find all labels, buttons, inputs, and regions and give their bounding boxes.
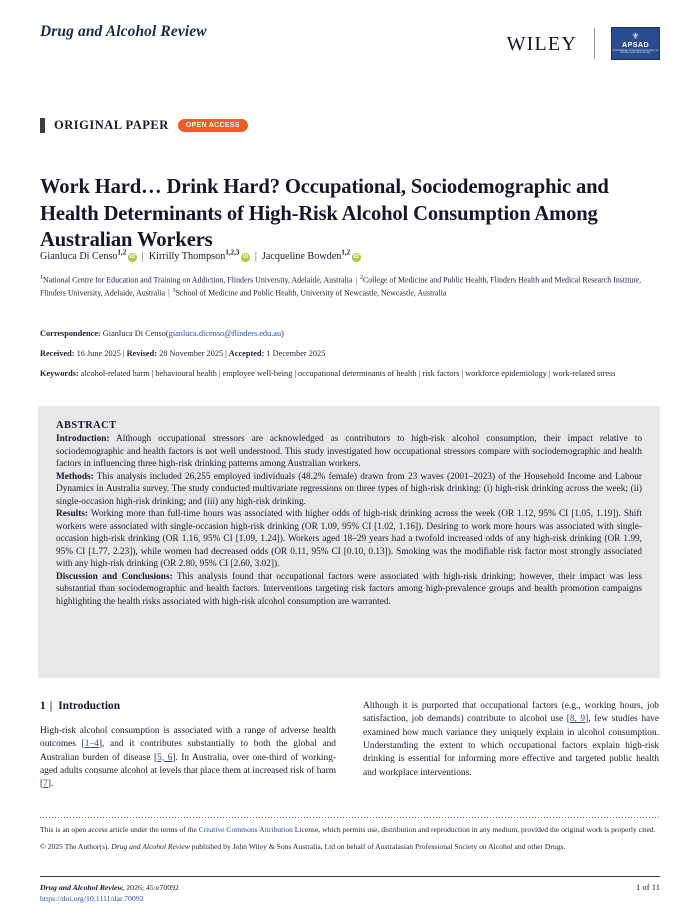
keyword-item: occupational determinants of health [298, 369, 417, 378]
keyword-item: work-related stress [552, 369, 616, 378]
page-number: 1 of 11 [635, 882, 660, 892]
journal-name: Drug and Alcohol Review [40, 23, 207, 40]
abstract-section-label: Results: [56, 509, 89, 519]
section-number: 1 [40, 700, 46, 712]
abstract-paragraph [56, 471, 642, 509]
copyright-text: published by John Wiley & Sons Australia, Ltd on behalf of Australasian Professional Society on Alcohol and other Drugs. [189, 841, 566, 851]
abstract-box [38, 406, 660, 678]
license-text: This is an open access article under the terms of the [40, 825, 199, 834]
publication-dates [40, 348, 657, 360]
license-line [40, 824, 660, 836]
affiliation-separator: | [168, 288, 170, 298]
author-affil-marker: 1,2 [117, 249, 127, 257]
apsad-logo-subtitle: Australasian Professional Society on Alcohol and other Drugs [612, 48, 659, 55]
accepted-label: Accepted: [228, 349, 265, 358]
section-pipe: | [49, 700, 53, 712]
author-list [40, 249, 660, 264]
affiliation-text: College of Medicine and Public Health, Flinders Health and Medical Research Institute, Flinders University, Adelaide, Australia [40, 275, 642, 298]
keywords-label: Keywords: [40, 369, 79, 378]
footer-journal-name: Drug and Alcohol Review, [40, 883, 125, 892]
dotted-divider [40, 817, 660, 818]
logo-divider [594, 28, 595, 59]
received-label: Received: [40, 349, 75, 358]
author-entry [262, 251, 361, 262]
keyword-separator: | [218, 369, 221, 378]
author-entry [40, 251, 137, 262]
abstract-heading: ABSTRACT [56, 420, 117, 431]
abstract-section-label: Methods: [56, 471, 94, 482]
keyword-item: workforce epidemiology [465, 369, 547, 378]
author-name: Gianluca Di Censo [40, 251, 118, 263]
date-separator: | [225, 349, 227, 358]
author-affil-marker: 1,2,3 [225, 249, 240, 257]
keyword-separator: | [461, 369, 464, 378]
body-paragraph [40, 725, 336, 792]
citation-reference[interactable]: 8, 9 [569, 714, 586, 725]
footer-volume: 2026; 45:e70092 [124, 883, 179, 892]
orcid-icon[interactable]: iD [129, 254, 136, 261]
paren-open: ( [165, 329, 169, 338]
maple-leaf-icon: ⚜ [631, 31, 640, 42]
body-column-left [40, 700, 336, 801]
keyword-separator: | [548, 369, 551, 378]
copyright-line [40, 841, 660, 853]
body-columns [40, 700, 660, 801]
author-name: Jacqueline Bowden [261, 251, 342, 263]
footer-doi-link[interactable]: https://doi.org/10.1111/dar.70092 [40, 894, 144, 904]
open-access-badge: OPEN ACCESS [178, 119, 248, 132]
keyword-item: alcohol-related harm [80, 369, 150, 378]
revised-date: 28 November 2025 [159, 349, 224, 358]
paren-close: ) [281, 329, 284, 338]
keyword-separator: | [294, 369, 297, 378]
author-affil-marker: 1,2 [341, 249, 351, 257]
author-separator: | [141, 251, 144, 263]
date-separator: | [122, 349, 125, 358]
journal-name-italic: Drug and Alcohol Review [111, 841, 190, 851]
affiliation-text: School of Medicine and Public Health, University of Newcastle, Newcastle, Australia [175, 288, 447, 298]
keyword-item: employee well-being [222, 369, 293, 378]
author-name: Kirrilly Thompson [148, 251, 226, 263]
paragraph-text: High-risk alcohol consumption is associated with a range of adverse health outcomes [ [40, 726, 336, 750]
abstract-section-text: Working more than full-time hours was associated with higher odds of high-risk drinking across the week (OR 1.12, 95% CI [1.05, 1.19]). Shift workers were associated with single-occasion high-risk drinking (OR 1.09, 95% CI [1.02, 1.16]). Desiring to work more hours was associated with single-occasion high-risk drinking (OR 1.16, 95% CI [1.09, 1.24]). Workers aged 18–29 years had a twofold increased odds of any high-risk drinking (OR 1.99, 95% CI [1.77, 2.23]), while women had decreased odds (OR 0.11, 95% CI [0.10, 0.13]). Smoking was the modifiable risk factor most strongly associated with any high-risk drinking (OR 2.80, 95% CI [2.60, 3.02]). [56, 509, 642, 569]
abstract-section-text: This analysis included 26,255 employed individuals (48.2% female) drawn from 23 waves (2001–2023) of the Household Income and Labour Dynamics in Australia survey. The study conducted multivariate regressions on three types of high-risk drinking: (i) high-risk drinking across the week; (ii) single-occasion high-risk drinking; and (iii) any high-risk drinking. [56, 471, 642, 507]
affiliation-text: National Centre for Education and Training on Addiction, Flinders University, Adelaide, Australia [43, 275, 353, 285]
creative-commons-link[interactable]: Creative Commons Attribution [198, 825, 293, 834]
license-notice [40, 824, 660, 857]
apsad-logo [611, 27, 660, 60]
affiliation-separator: | [355, 275, 357, 285]
article-type-label: ORIGINAL PAPER [54, 118, 169, 132]
correspondence-line [40, 328, 657, 340]
footer-citation [40, 882, 179, 893]
orcid-icon[interactable]: iD [242, 254, 249, 261]
publisher-logos [507, 27, 660, 60]
section-heading-introduction [40, 700, 336, 712]
paragraph-text: ], few studies have examined how much variance they uniquely explain in alcohol consumption. Understanding the extent to which occupational factors explain high-risk drinking is essential for informing more effective and targeted public health and workplace interventions. [363, 714, 660, 778]
abstract-paragraph [56, 433, 642, 471]
affiliation-marker: 3 [172, 287, 176, 294]
affiliation-marker: 2 [359, 275, 363, 281]
paragraph-text: Although it is purported that occupational factors (e.g., working hours, job satisfaction, job demands) contribute to alcohol use [ [363, 701, 659, 725]
accepted-date: 1 December 2025 [266, 349, 326, 358]
paragraph-text: ]. In Australia, over one-third of working-aged adults consume alcohol at levels that place them at increased risk of harm [ [40, 752, 337, 790]
keyword-item: behavioural health [155, 369, 217, 378]
keyword-separator: | [151, 369, 154, 378]
orcid-icon[interactable]: iD [353, 254, 360, 261]
affiliations [40, 274, 657, 299]
affiliation-marker: 1 [40, 275, 43, 281]
abstract-paragraph [56, 571, 642, 609]
wiley-wordmark: WILEY [506, 32, 577, 55]
body-column-right [363, 700, 659, 801]
article-type-accent-bar [40, 118, 45, 133]
citation-reference[interactable]: 7 [43, 779, 48, 790]
paragraph-text: ], and it contributes substantially to both the global and Australian burden of disease [ [40, 739, 336, 763]
abstract-section-label: Discussion and Conclusions: [56, 571, 173, 582]
correspondence-email-link[interactable]: gianluca.dicenso@flinders.edu.au [168, 329, 282, 338]
abstract-paragraph [56, 508, 642, 571]
article-title: Work Hard… Drink Hard? Occupational, Sociodemographic and Health Determinants of High-Risk Alcohol Consumption Among Australian Workers [40, 175, 609, 252]
apsad-logo-name: APSAD [621, 40, 650, 50]
keyword-separator: | [418, 369, 421, 378]
revised-label: Revised: [126, 349, 157, 358]
footer-divider [40, 876, 660, 877]
abstract-section-label: Introduction: [56, 434, 110, 444]
masthead [40, 16, 660, 72]
body-paragraph [363, 700, 659, 780]
correspondence-label: Correspondence: [40, 329, 101, 338]
license-text: License, which permits use, distribution and reproduction in any medium, provided the original work is properly cited. [292, 825, 656, 834]
article-type-row [40, 118, 248, 133]
page-footer [40, 882, 660, 905]
keyword-item: risk factors [422, 369, 460, 378]
abstract-section-text: This analysis found that occupational factors were associated with high-risk drinking; however, their impact was less substantial than sociodemographic and health factors. Interventions targeting risk factors among high-prevalence groups and health promotion campaigns highlighting the health risks associated with high-risk alcohol consumption are warranted. [56, 571, 642, 607]
keywords-line [40, 368, 657, 380]
citation-reference[interactable]: 1–4 [84, 739, 99, 750]
paragraph-text: ]. [47, 779, 54, 790]
copyright-text: © 2025 The Author(s). [40, 841, 112, 851]
author-separator: | [254, 251, 257, 263]
section-title: Introduction [58, 700, 121, 712]
author-entry [149, 251, 250, 262]
correspondence-name: Gianluca Di Censo [102, 329, 166, 338]
citation-reference[interactable]: 5, 6 [157, 752, 173, 763]
abstract-section-text: Although occupational stressors are acknowledged as contributors to high-risk alcohol consumption, their impact relative to sociodemographic and health factors is not well understood. This study investigated how occupational stressors compare with sociodemographic and health factors in influencing three high-risk drinking patterns among Australian workers. [56, 434, 642, 469]
footer-citation-block [40, 882, 179, 905]
received-date: 16 June 2025 [76, 349, 121, 358]
